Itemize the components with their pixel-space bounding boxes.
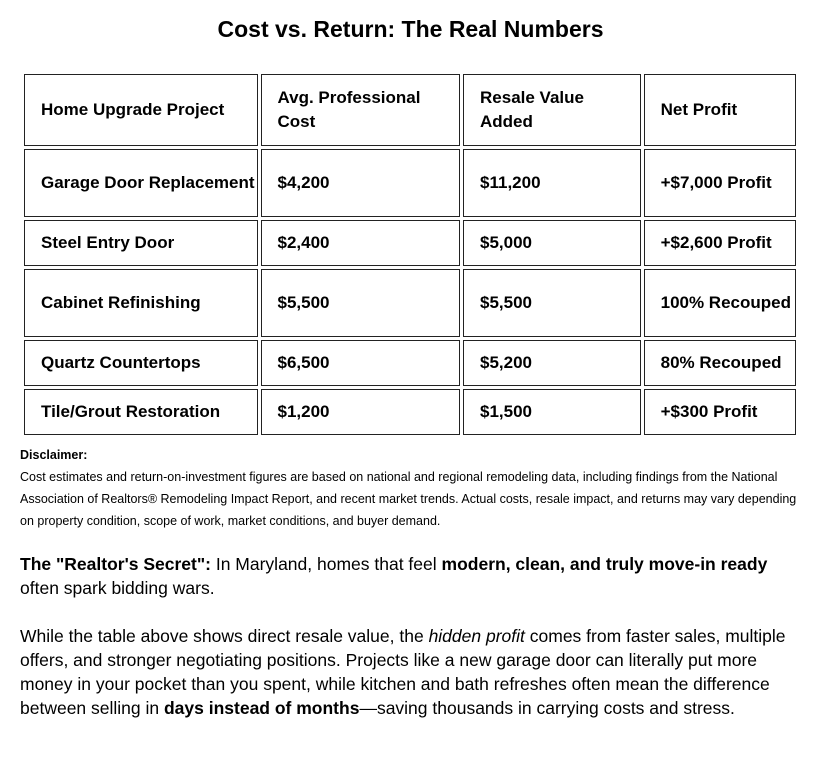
cost-return-table [21, 71, 799, 438]
header-profit: Net Profit [644, 74, 796, 146]
cell-cost: $6,500 [261, 340, 461, 386]
table-row [24, 269, 796, 337]
para2-italic: hidden profit [428, 626, 525, 646]
cell-profit: 100% Recouped [644, 269, 796, 337]
para1-bold: modern, clean, and truly move-in ready [441, 554, 768, 574]
table-row [24, 149, 796, 217]
disclaimer-label: Disclaimer: [20, 448, 88, 462]
cell-profit: +$2,600 Profit [644, 220, 796, 266]
realtors-secret-paragraph [20, 552, 805, 600]
cell-project: Garage Door Replacement [24, 149, 258, 217]
cell-cost: $2,400 [261, 220, 461, 266]
para2-text1: While the table above shows direct resale value, the [20, 626, 429, 646]
cell-resale: $11,200 [463, 149, 641, 217]
para2-bold: days instead of months [163, 698, 360, 718]
para1-text1: In Maryland, homes that feel [210, 554, 442, 574]
cell-cost: $1,200 [261, 389, 461, 435]
cell-profit: +$300 Profit [644, 389, 796, 435]
cell-project: Quartz Countertops [24, 340, 258, 386]
cell-project: Tile/Grout Restoration [24, 389, 258, 435]
para1-text2: often spark bidding wars. [20, 578, 215, 598]
hidden-profit-paragraph [20, 624, 805, 720]
para2-text2: comes from faster sales, multiple offers, and stronger negotiating positions. Projects like a new garage door can literally put more money in your pocket than you spent, while kitchen and bath refreshes often mean the difference between selling in [20, 626, 786, 718]
cell-resale: $5,000 [463, 220, 641, 266]
cell-project: Steel Entry Door [24, 220, 258, 266]
page-title: Cost vs. Return: The Real Numbers [217, 16, 604, 42]
para2-text3: —saving thousands in carrying costs and stress. [359, 698, 735, 718]
cell-resale: $5,500 [463, 269, 641, 337]
realtors-secret-lead: The "Realtor's Secret": [20, 554, 211, 574]
cell-resale: $5,200 [463, 340, 641, 386]
header-resale: Resale Value Added [463, 74, 641, 146]
header-project: Home Upgrade Project [24, 74, 258, 146]
cell-resale: $1,500 [463, 389, 641, 435]
disclaimer-text: Cost estimates and return-on-investment figures are based on national and regional remodeling data, including findings from the National Association of Realtors® Remodeling Impact Report, and recent market trends. Actual costs, resale impact, and returns may vary depending on property condition, scope of work, market conditions, and buyer demand. [20, 470, 797, 528]
cell-cost: $4,200 [261, 149, 461, 217]
table-row [24, 340, 796, 386]
cell-profit: +$7,000 Profit [644, 149, 796, 217]
table-row [24, 220, 796, 266]
table-header-row [24, 74, 796, 146]
disclaimer [20, 444, 800, 532]
table-row [24, 389, 796, 435]
cell-cost: $5,500 [261, 269, 461, 337]
cell-project: Cabinet Refinishing [24, 269, 258, 337]
header-cost: Avg. Professional Cost [261, 74, 461, 146]
cell-profit: 80% Recouped [644, 340, 796, 386]
